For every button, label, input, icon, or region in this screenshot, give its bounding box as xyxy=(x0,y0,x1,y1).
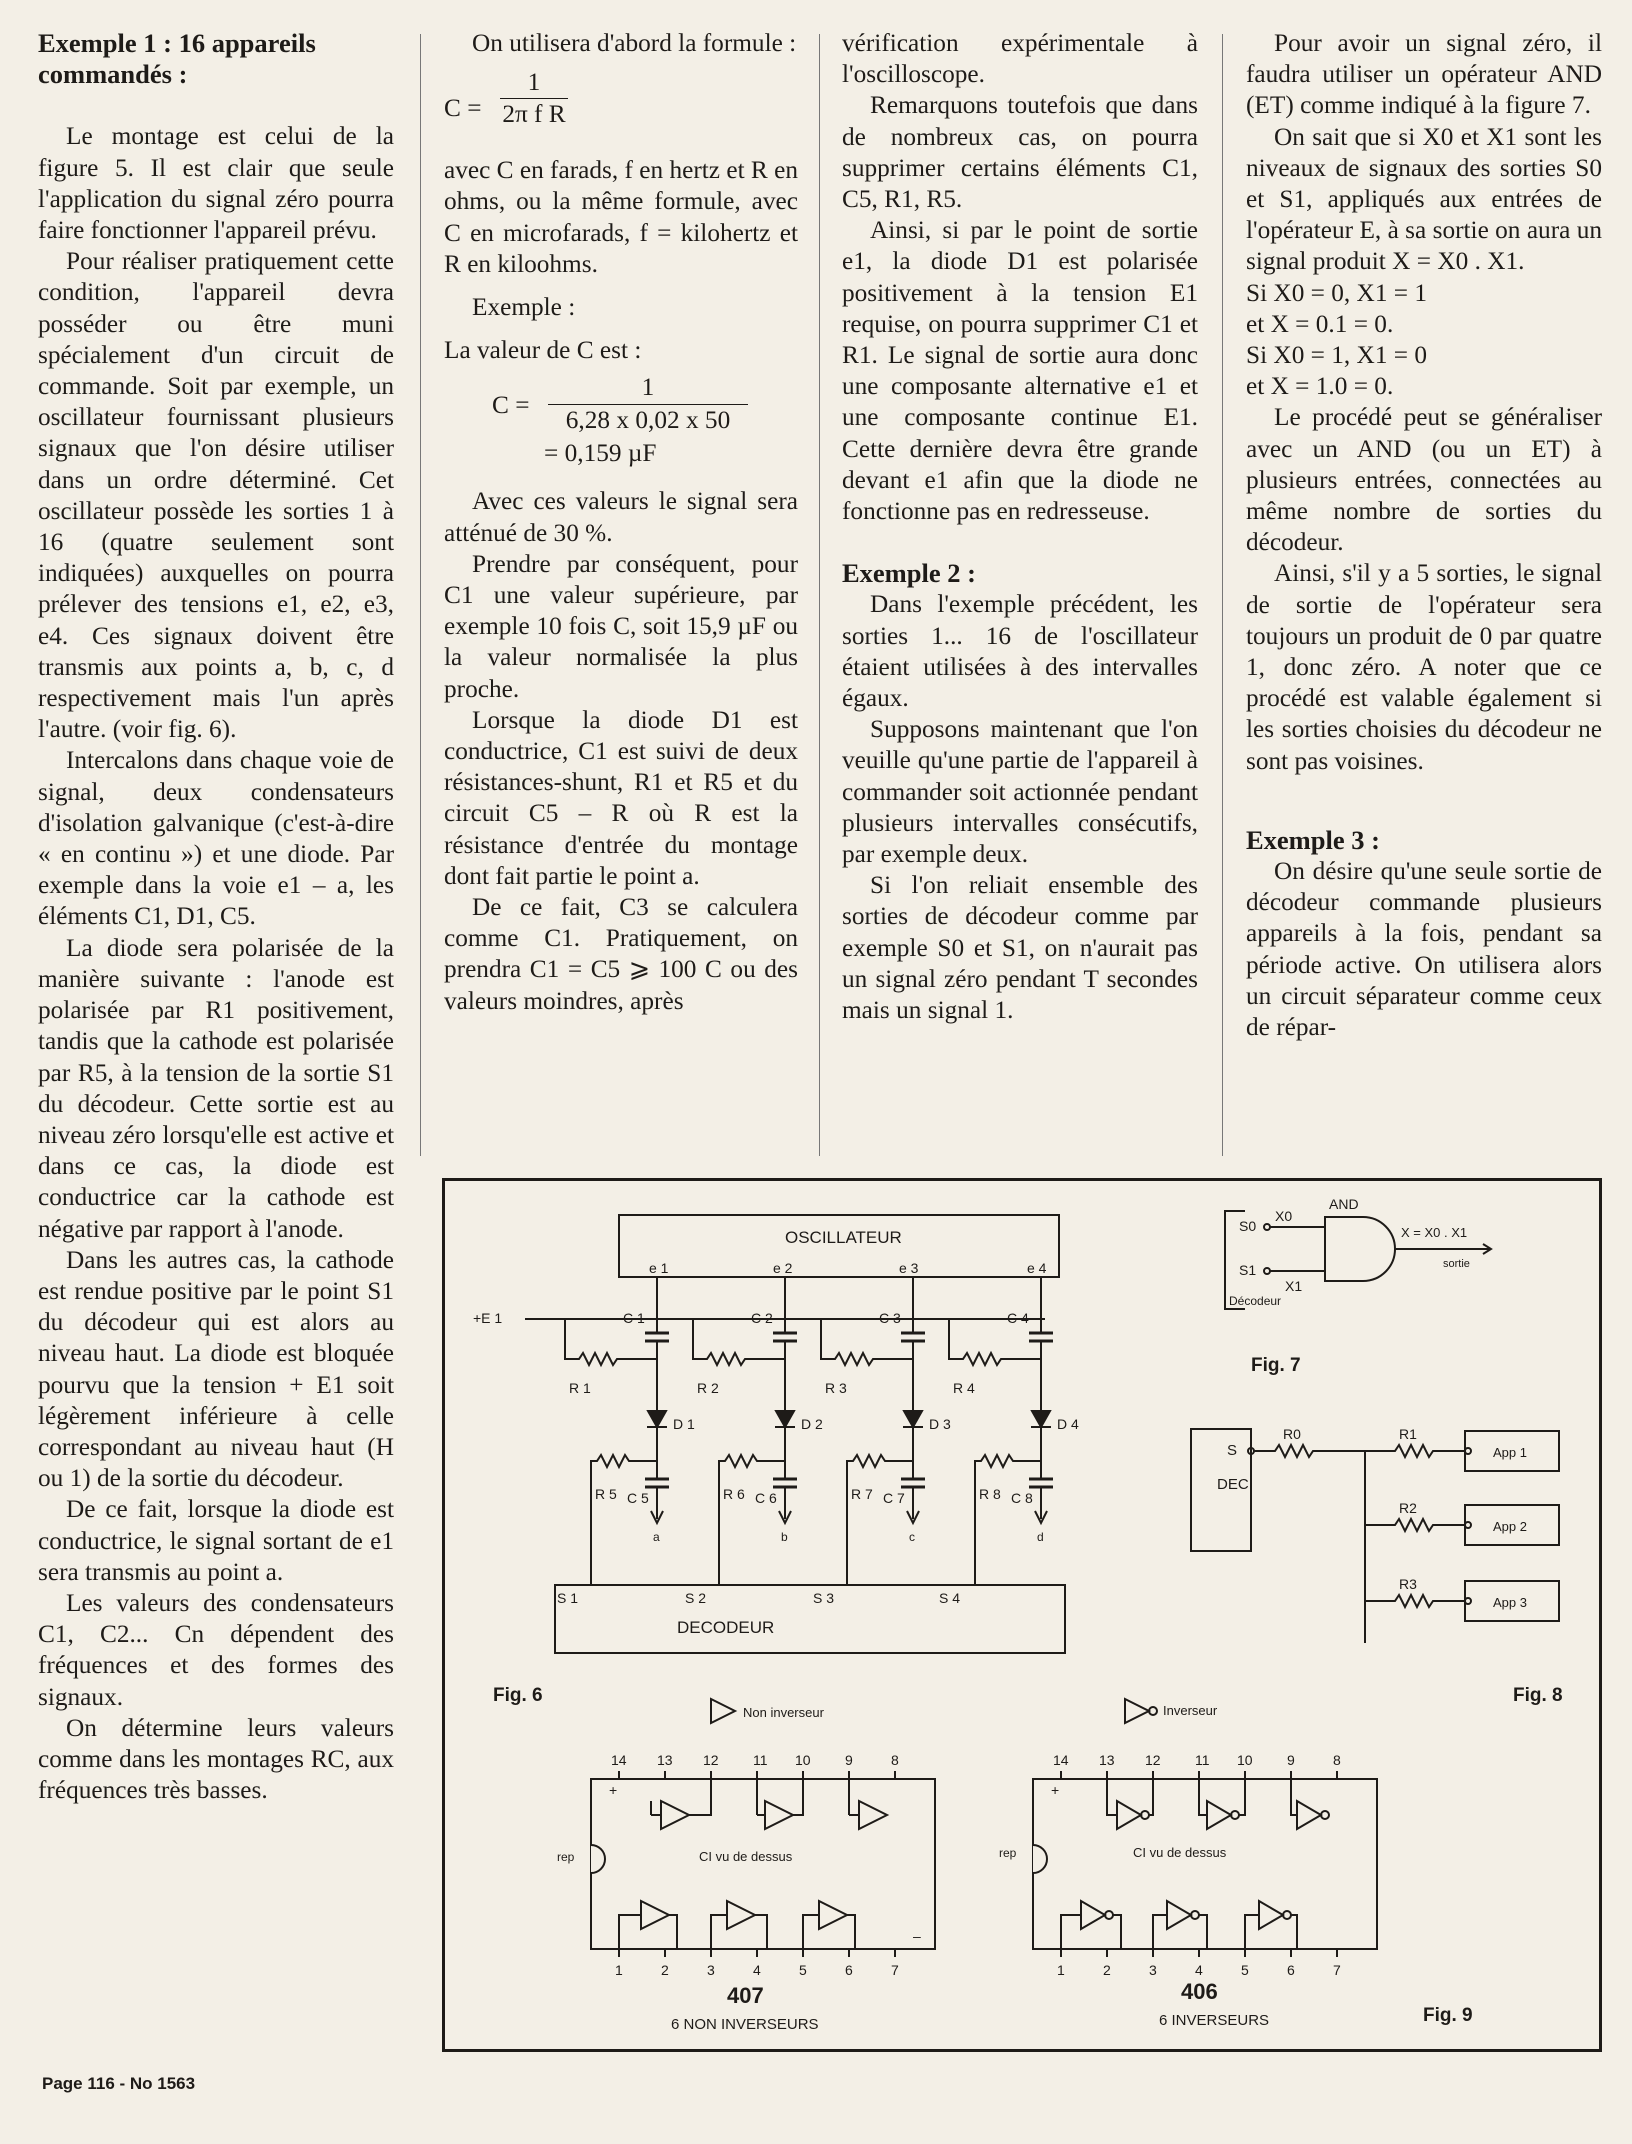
r-top-label: R 3 xyxy=(825,1380,847,1396)
channel-2 xyxy=(693,1277,823,1585)
paragraph: Ainsi, si par le point de sortie e1, la diode D1 est polarisée positivement à la tension E1 requise, on pourra supprimer C1 et R1. Le signal de sortie aura donc une composante alternative e1 et une composante continue E1. Cette dernière devra être grande devant e1 afin que la diode ne fonctionne pas en redresseuse. xyxy=(842,216,1198,526)
c-bot-label: C 8 xyxy=(1011,1490,1033,1506)
example-1-heading: Exemple 1 : 16 appareils commandés : xyxy=(38,28,316,90)
fig6 xyxy=(473,1215,1079,1706)
plus-label: + xyxy=(1051,1782,1060,1798)
formula-example xyxy=(444,366,798,476)
r0-label: R0 xyxy=(1283,1426,1301,1442)
c-bot-label: C 7 xyxy=(883,1490,905,1506)
formula-numerator: 1 xyxy=(641,373,655,402)
pin-label: 13 xyxy=(1099,1752,1115,1768)
column-4 xyxy=(1246,28,1602,1043)
pin-label: 3 xyxy=(707,1962,715,1978)
pin-label: 5 xyxy=(1241,1962,1249,1978)
pin-label: 14 xyxy=(1053,1752,1069,1768)
output-label: a xyxy=(653,1530,660,1544)
legend-non-inverseur: Non inverseur xyxy=(743,1705,824,1720)
fig8 xyxy=(1191,1426,1563,1706)
r-bot-label: R 6 xyxy=(723,1486,745,1502)
r-top-label: R 2 xyxy=(697,1380,719,1396)
paragraph: Remarquons toutefois que dans de nombreux cas, on pourra supprimer certains éléments C1, C5, R1, R5. xyxy=(842,91,1198,214)
non-inverter-symbol xyxy=(711,1699,735,1723)
paragraph: Supposons maintenant que l'on veuille qu'une partie de l'appareil à commander soit actionnée pendant plusieurs intervalles consécutifs, par exemple deux. xyxy=(842,715,1198,869)
pin-label: 4 xyxy=(753,1962,761,1978)
output-label: c xyxy=(909,1530,915,1544)
column-rule xyxy=(420,34,421,1156)
paragraph: Lorsque la diode D1 est conductrice, C1 est suivi de deux résistances-shunt, R1 et R5 et du circuit C5 – R où R est la résistance d'entrée du montage dont fait partie le point a. xyxy=(444,705,798,890)
fig8-caption: Fig. 8 xyxy=(1513,1685,1563,1706)
r-bot-label: R 7 xyxy=(851,1486,873,1502)
dec-label: DEC xyxy=(1217,1476,1249,1493)
legend-inverseur: Inverseur xyxy=(1163,1703,1218,1718)
paragraph: vérification expérimentale à l'oscilloscope. xyxy=(842,29,1198,89)
pin-label: 8 xyxy=(891,1752,899,1768)
example-2-heading: Exemple 2 : xyxy=(842,558,976,589)
x1-label: X1 xyxy=(1285,1278,1303,1294)
paragraph: On détermine leurs valeurs comme dans les montages RC, aux fréquences très basses. xyxy=(38,1713,394,1805)
paragraph: La diode sera polarisée de la manière suivante : l'anode est polarisée par R1 positivement, tandis que la cathode est polarisée par R5, à la tension de la sortie S1 du décodeur. Cette sortie est au niveau zéro lorsqu'elle est active et dans ce cas, la diode est conductrice car la cathode est négative par rapport à l'anode. xyxy=(38,933,394,1243)
rep-label: rep xyxy=(999,1846,1017,1860)
paragraph: Pour avoir un signal zéro, il faudra utiliser un opérateur AND (ET) comme indiqué à la figure 7. xyxy=(1246,29,1602,120)
paragraph: Intercalons dans chaque voie de signal, deux condensateurs d'isolation galvanique (c'est-à-dire « en continu ») et une diode. Par exemple dans la voie e1 – a, les éléments C1, D1, C5. xyxy=(38,746,394,931)
pin-label: 7 xyxy=(891,1962,899,1978)
pin-label: 13 xyxy=(657,1752,673,1768)
case-line: Si X0 = 0, X1 = 1 xyxy=(1246,278,1428,307)
r-bot-label: R 5 xyxy=(595,1486,617,1502)
formula-c xyxy=(444,59,798,155)
formula-denominator: 6,28 x 0,02 x 50 xyxy=(548,404,748,436)
diode-label: D 4 xyxy=(1057,1416,1079,1432)
formula-fraction xyxy=(500,67,568,130)
and-label: AND xyxy=(1329,1196,1359,1212)
diode-label: D 1 xyxy=(673,1416,695,1432)
inverter-symbol xyxy=(1125,1699,1149,1723)
paragraph: Le montage est celui de la figure 5. Il est clair que seule l'application du signal zéro pourra faire fonctionner l'appareil prévu. xyxy=(38,122,394,245)
s4-label: S 4 xyxy=(939,1590,961,1606)
ci-label: CI vu de dessus xyxy=(1133,1845,1227,1860)
paragraph: Ainsi, s'il y a 5 sorties, le signal de sortie de l'opérateur sera toujours un produit de 0 par quatre 1, donc zéro. A noter que ce procédé est valable également si les sorties choisies du décodeur ne sont pas voisines. xyxy=(1246,559,1602,775)
formula-denominator: 2π f R xyxy=(500,98,568,130)
e1-label: e 1 xyxy=(649,1260,669,1276)
pin-label: 6 xyxy=(1287,1962,1295,1978)
pin-label: 10 xyxy=(1237,1752,1253,1768)
paragraph: Les valeurs des condensateurs C1, C2... Cn dépendent des fréquences et des formes des signaux. xyxy=(38,1588,394,1711)
column-1 xyxy=(38,28,394,1806)
column-rule xyxy=(1222,34,1223,1156)
example-label: Exemple : xyxy=(472,293,576,322)
column-2 xyxy=(444,28,798,1017)
pin-label: 1 xyxy=(1057,1962,1065,1978)
oscillator-label: OSCILLATEUR xyxy=(785,1228,902,1247)
c-bot-label: C 6 xyxy=(755,1490,777,1506)
pin-label: 11 xyxy=(1195,1752,1210,1768)
paragraph: Si l'on reliait ensemble des sorties de décodeur comme par exemple S0 et S1, on n'aurait pas un signal zéro pendant T secondes mais un signal 1. xyxy=(842,871,1198,1025)
r1-label: R1 xyxy=(1399,1426,1417,1442)
chip-407 xyxy=(557,1752,935,2033)
pin-label: 7 xyxy=(1333,1962,1341,1978)
c-top-label: C 1 xyxy=(623,1310,645,1326)
diode-label: D 3 xyxy=(929,1416,951,1432)
pin-label: 9 xyxy=(845,1752,853,1768)
pin-label: 8 xyxy=(1333,1752,1341,1768)
formula-numerator: 1 xyxy=(527,68,541,97)
sortie-label: sortie xyxy=(1443,1258,1470,1270)
formula-fraction xyxy=(548,372,748,435)
page-footer: Page 116 - No 1563 xyxy=(42,2074,196,2093)
app1-label: App 1 xyxy=(1493,1445,1527,1460)
rep-label: rep xyxy=(557,1850,575,1864)
pin-label: 6 xyxy=(845,1962,853,1978)
paragraph: On désire qu'une seule sortie de décodeur commande plusieurs appareils à la fois, pendant sa période active. On utilisera alors un circuit séparateur comme ceux de répar- xyxy=(1246,857,1602,1042)
fig6-caption: Fig. 6 xyxy=(493,1685,543,1706)
and-gate xyxy=(1325,1217,1395,1281)
figures-svg xyxy=(445,1181,1599,2049)
fig7 xyxy=(1225,1196,1491,1376)
example-3-heading: Exemple 3 : xyxy=(1246,824,1380,855)
chip-406-desc: 6 INVERSEURS xyxy=(1159,2012,1270,2029)
app3-label: App 3 xyxy=(1493,1595,1527,1610)
expr-label: X = X0 . X1 xyxy=(1401,1225,1468,1240)
ci-label: CI vu de dessus xyxy=(699,1849,793,1864)
paragraph: Avec ces valeurs le signal sera atténué de 30 %. xyxy=(444,487,798,547)
diode-label: D 2 xyxy=(801,1416,823,1432)
fig9 xyxy=(557,1699,1473,2033)
c-top-label: C 2 xyxy=(751,1310,773,1326)
chip-406 xyxy=(999,1752,1377,2029)
pin-label: 12 xyxy=(703,1752,719,1768)
chip-407-number: 407 xyxy=(727,1983,764,2008)
supply-label: +E 1 xyxy=(473,1310,503,1326)
s2-label: S 2 xyxy=(685,1590,707,1606)
pin-label: 11 xyxy=(753,1752,768,1768)
pin-label: 3 xyxy=(1149,1962,1157,1978)
figures-panel xyxy=(442,1178,1602,2052)
pin-label: 4 xyxy=(1195,1962,1203,1978)
fig9-caption: Fig. 9 xyxy=(1423,2005,1473,2026)
c-top-label: C 3 xyxy=(879,1310,901,1326)
decoder-label: DECODEUR xyxy=(677,1618,775,1637)
decoder-block xyxy=(555,1585,1065,1653)
e2-label: e 2 xyxy=(773,1260,793,1276)
channel-1 xyxy=(565,1277,695,1585)
s-label: S xyxy=(1227,1442,1238,1459)
pin-label: 14 xyxy=(611,1752,627,1768)
paragraph: Pour réaliser pratiquement cette condition, l'appareil devra posséder ou être muni spécialement d'un circuit de commande. Soit par exemple, un oscillateur fournissant plusieurs signaux que l'on désire utiliser dans un ordre déterminé. Cet oscillateur possède les sorties 1 à 16 (quatre seulement sont indiquées) auxquelles on pourra prélever des tensions e1, e2, e3, e4. Ces signaux doivent être transmis aux points a, b, c, d respectivement mais l'un après l'autre. (voir fig. 6). xyxy=(38,247,394,744)
s1-label: S1 xyxy=(1239,1262,1257,1278)
chip-407-desc: 6 NON INVERSEURS xyxy=(671,2016,819,2033)
pin-label: 12 xyxy=(1145,1752,1161,1768)
paragraph: Dans l'exemple précédent, les sorties 1... 16 de l'oscillateur étaient utilisées à des intervalles égaux. xyxy=(842,590,1198,713)
paragraph: avec C en farads, f en hertz et R en ohms, ou la même formule, avec C en microfarads, f = kilohertz et R en kiloohms. xyxy=(444,156,798,278)
app2-label: App 2 xyxy=(1493,1519,1527,1534)
paragraph: Prendre par conséquent, pour C1 une valeur supérieure, par exemple 10 fois C, soit 15,9 µF ou la valeur normalisée la plus proche. xyxy=(444,549,798,703)
paragraph: On sait que si X0 et X1 sont les niveaux de signaux des sorties S0 et S1, appliqués aux entrées de l'opérateur E, à sa sortie on aura un signal produit X = X0 . X1. xyxy=(1246,122,1602,276)
channel-3 xyxy=(821,1277,951,1585)
r-top-label: R 1 xyxy=(569,1380,591,1396)
c-bot-label: C 5 xyxy=(627,1490,649,1506)
channel-4 xyxy=(949,1277,1079,1585)
formula-lhs: C = xyxy=(444,94,482,123)
paragraph: La valeur de C est : xyxy=(444,336,642,365)
minus-label: – xyxy=(913,1928,921,1944)
s3-label: S 3 xyxy=(813,1590,835,1606)
formula-lhs: C = xyxy=(492,391,530,420)
column-3 xyxy=(842,28,1198,1026)
case-line: Si X0 = 1, X1 = 0 xyxy=(1246,341,1428,370)
paragraph: Dans les autres cas, la cathode est rendue positive par le point S1 du décodeur qui est alors au niveau haut. La diode est bloquée pourvu que la tension + E1 soit légèrement inférieure à celle correspondant au niveau haut (H ou 1) de la sortie du décodeur. xyxy=(38,1245,394,1493)
paragraph: On utilisera d'abord la formule : xyxy=(472,29,797,57)
fig7-caption: Fig. 7 xyxy=(1251,1355,1301,1376)
r-top-label: R 4 xyxy=(953,1380,975,1396)
s0-label: S0 xyxy=(1239,1218,1257,1234)
pin-label: 2 xyxy=(1103,1962,1111,1978)
pin-label: 5 xyxy=(799,1962,807,1978)
output-label: b xyxy=(781,1530,788,1544)
r2-label: R2 xyxy=(1399,1500,1417,1516)
c-top-label: C 4 xyxy=(1007,1310,1029,1326)
paragraph: De ce fait, lorsque la diode est conductrice, le signal sortant de e1 sera transmis au point a. xyxy=(38,1495,394,1586)
case-line: et X = 0.1 = 0. xyxy=(1246,309,1394,338)
e3-label: e 3 xyxy=(899,1260,919,1276)
r3-label: R3 xyxy=(1399,1576,1417,1592)
column-rule xyxy=(819,34,820,1156)
pin-label: 1 xyxy=(615,1962,623,1978)
paragraph: De ce fait, C3 se calculera comme C1. Pratiquement, on prendra C1 = C5 ⩾ 100 C ou des valeurs moindres, après xyxy=(444,893,798,1015)
pin-label: 9 xyxy=(1287,1752,1295,1768)
e4-label: e 4 xyxy=(1027,1260,1047,1276)
formula-result: = 0,159 µF xyxy=(544,439,657,468)
paragraph: Le procédé peut se généraliser avec un AND (ou un ET) à plusieurs entrées, connectées au même nombre de sorties du décodeur. xyxy=(1246,403,1602,557)
case-line: et X = 1.0 = 0. xyxy=(1246,372,1394,401)
chip-406-number: 406 xyxy=(1181,1979,1218,2004)
x0-label: X0 xyxy=(1275,1208,1293,1224)
pin-label: 2 xyxy=(661,1962,669,1978)
decoder-label: Décodeur xyxy=(1229,1294,1282,1308)
output-label: d xyxy=(1037,1530,1044,1544)
pin-label: 10 xyxy=(795,1752,811,1768)
s1-label: S 1 xyxy=(557,1590,579,1606)
r-bot-label: R 8 xyxy=(979,1486,1001,1502)
plus-label: + xyxy=(609,1782,618,1798)
